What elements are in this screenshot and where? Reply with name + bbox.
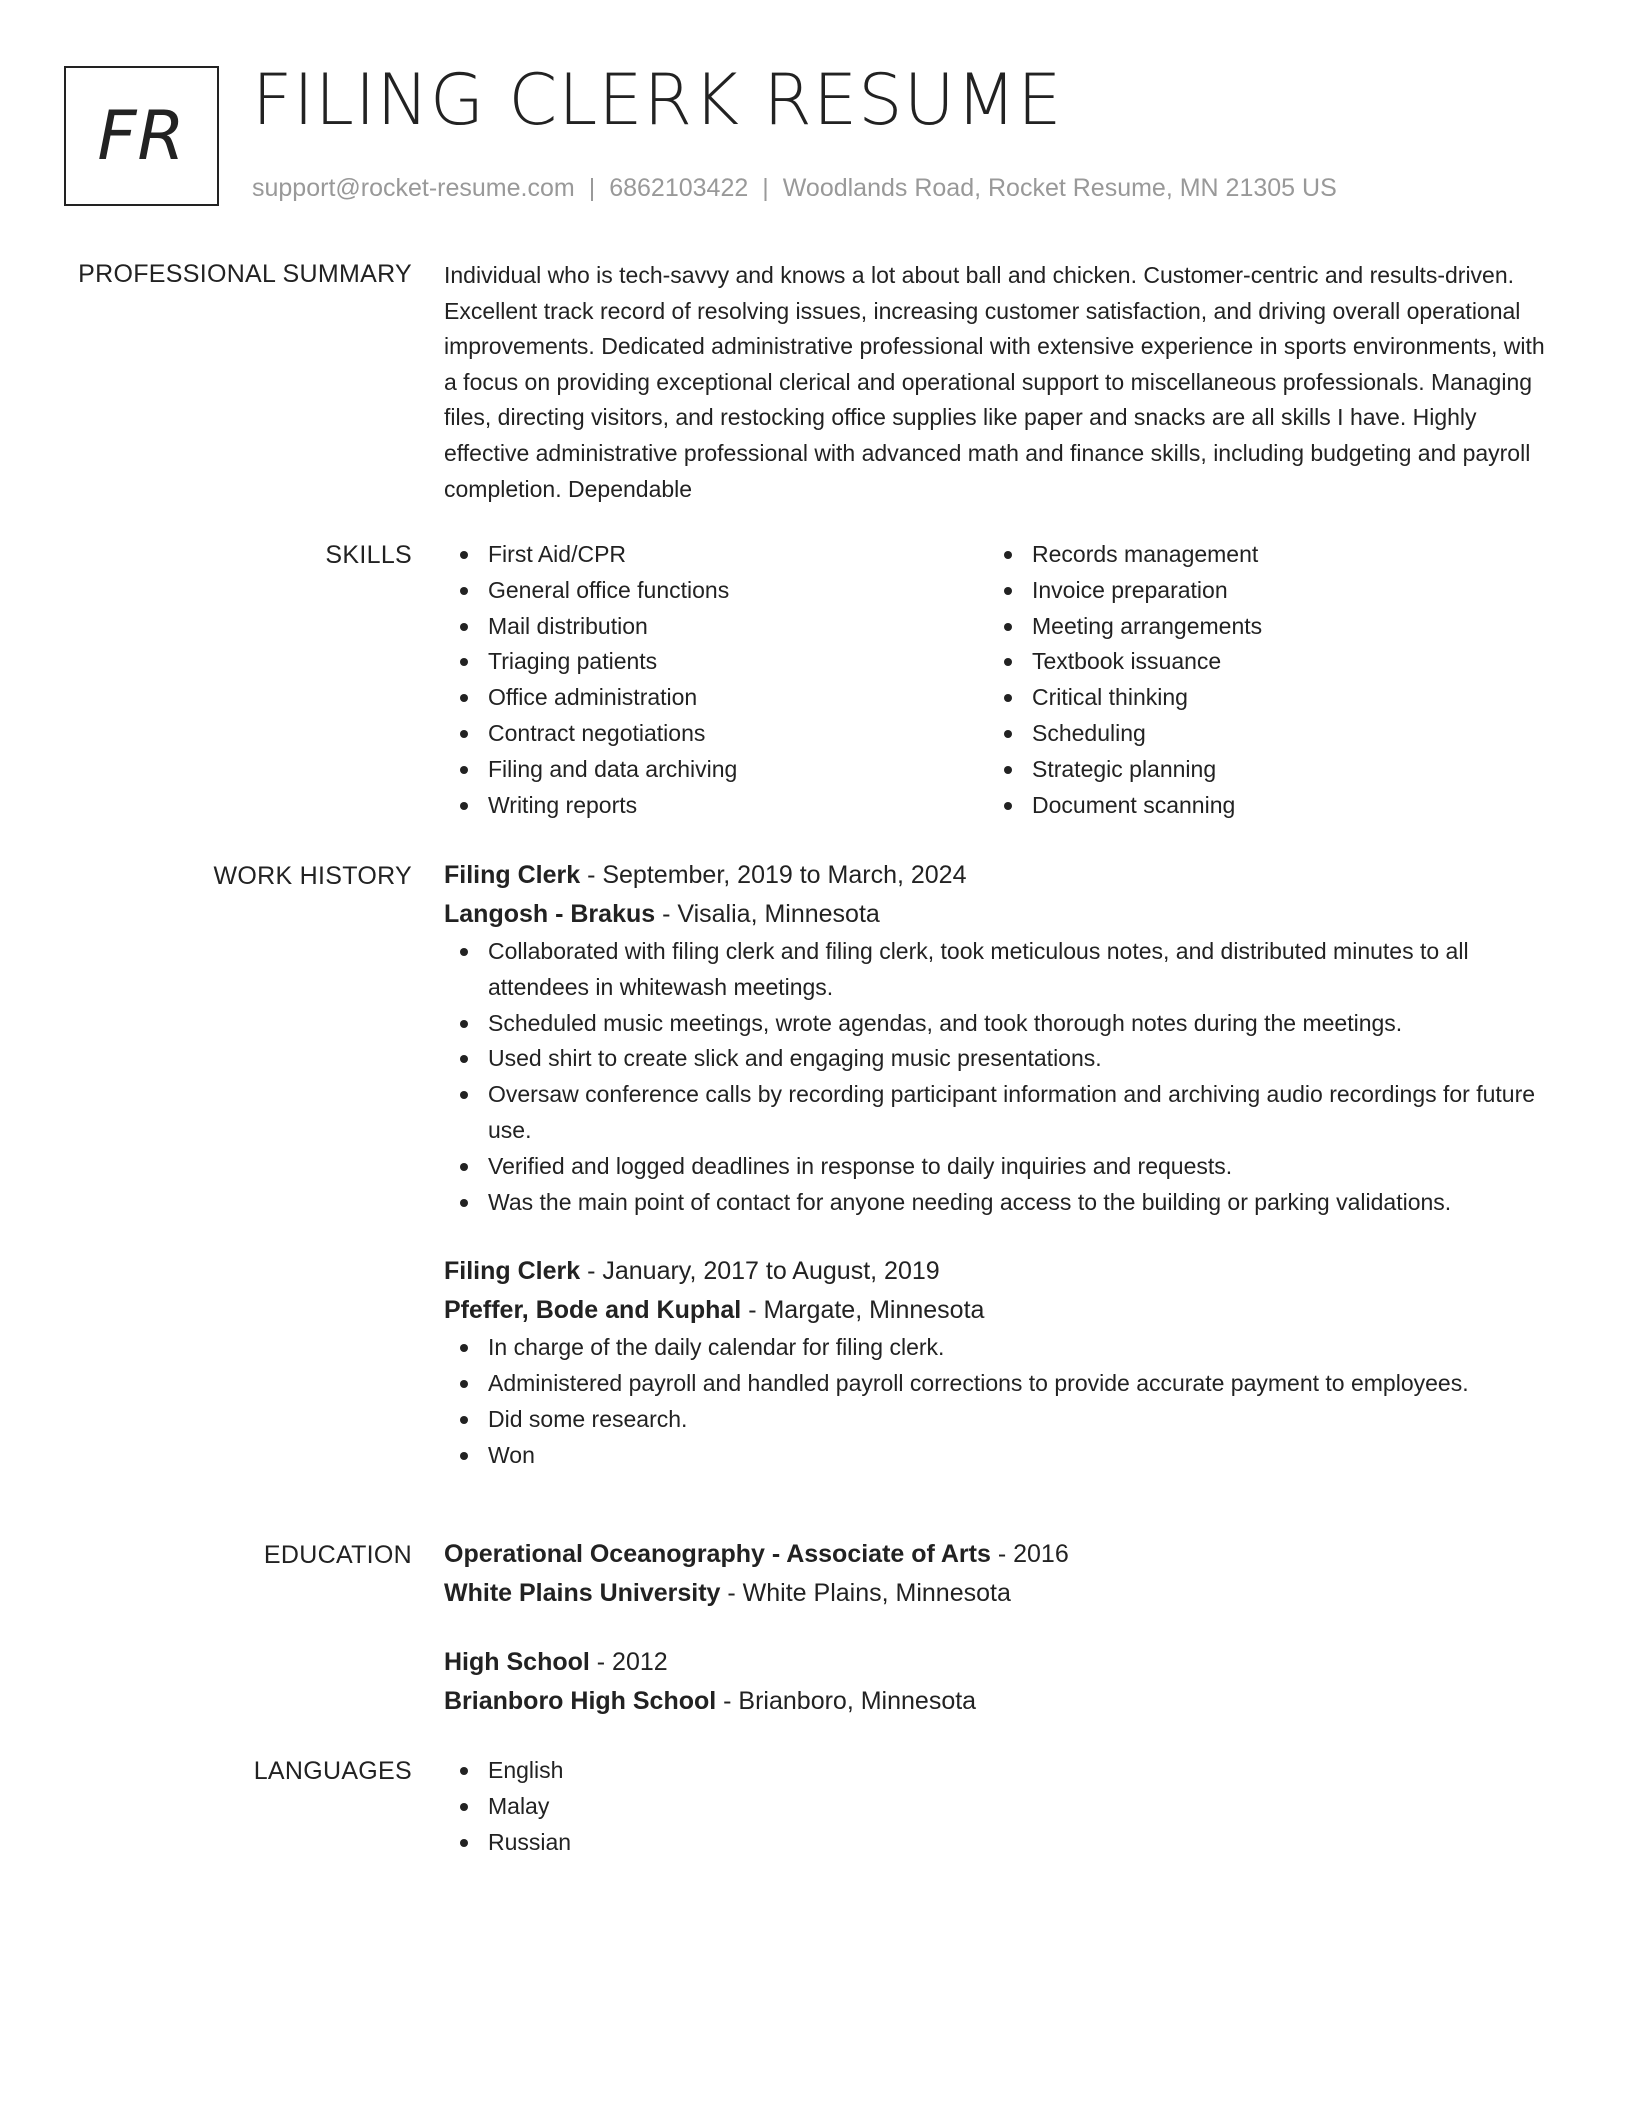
degree-year: - 2012 (589, 1648, 668, 1676)
list-item: Russian (444, 1825, 1556, 1861)
education-body (444, 1535, 1556, 1721)
contact-separator: | (762, 174, 769, 202)
section-label-education: EDUCATION (263, 1541, 412, 1569)
job-title: Filing Clerk (444, 1257, 581, 1286)
resume-title: FILING CLERK RESUME (252, 59, 1063, 141)
list-item: Malay (444, 1789, 1556, 1825)
job-duties-list (444, 1330, 1556, 1473)
list-item: Used shirt to create slick and engaging music presentations. (444, 1041, 1556, 1077)
skills-list-left (444, 537, 984, 823)
list-item: Collaborated with filing clerk and filing clerk, took meticulous notes, and distributed minutes to all attendees in whitewash meetings. (444, 934, 1556, 1006)
list-item: English (444, 1753, 1556, 1789)
job-title-line (444, 856, 1556, 895)
monogram-box (64, 66, 219, 206)
list-item: Textbook issuance (988, 644, 1528, 680)
summary-body (444, 258, 1556, 507)
list-item: Office administration (444, 680, 984, 716)
list-item: Filing and data archiving (444, 752, 984, 788)
job-company: Langosh - Brakus (444, 900, 656, 928)
degree-name: High School (444, 1648, 590, 1676)
list-item: Critical thinking (988, 680, 1528, 716)
degree-year: - 2016 (990, 1540, 1069, 1568)
list-item: Verified and logged deadlines in response to daily inquiries and requests. (444, 1149, 1556, 1185)
list-item: First Aid/CPR (444, 537, 984, 573)
languages-body (444, 1753, 1556, 1860)
job-duties-list (444, 934, 1556, 1220)
job-location: - Margate, Minnesota (741, 1296, 985, 1325)
contact-phone: 6862103422 (609, 174, 749, 202)
list-item: Was the main point of contact for anyone needing access to the building or parking validations. (444, 1185, 1556, 1221)
list-item: Did some research. (444, 1402, 1556, 1438)
job-company-line (444, 895, 1556, 934)
contact-address: Woodlands Road, Rocket Resume, MN 21305 US (782, 174, 1337, 202)
list-item: Records management (988, 537, 1528, 573)
section-label-languages: LANGUAGES (253, 1757, 412, 1785)
job-entry (444, 856, 1556, 1220)
summary-text: Individual who is tech-savvy and knows a lot about ball and chicken. Customer-centric and results-driven. Excellent track record of resolving issues, increasing customer satisfaction, and driving overall operational improvements. Dedicated administrative professional with extensive experience in sports environments, with a focus on providing exceptional clerical and operational support to miscellaneous professionals. Managing files, directing visitors, and restocking office supplies like paper and snacks are all skills I have. Highly effective administrative professional with advanced math and finance skills, including budgeting and payroll completion. Dependable (444, 262, 1545, 502)
resume-header (64, 59, 1564, 214)
list-item: Scheduled music meetings, wrote agendas, and took thorough notes during the meetings. (444, 1006, 1556, 1042)
list-item: Oversaw conference calls by recording participant information and archiving audio recordings for future use. (444, 1077, 1556, 1149)
contact-email: support@rocket-resume.com (252, 174, 575, 202)
job-company: Pfeffer, Bode and Kuphal (444, 1296, 742, 1325)
education-entry (444, 1643, 1556, 1721)
list-item: Won (444, 1438, 1556, 1474)
languages-list (444, 1753, 1556, 1860)
school-name: Brianboro High School (444, 1687, 717, 1715)
list-item: Document scanning (988, 788, 1528, 824)
degree-name: Operational Oceanography - Associate of Arts (444, 1540, 991, 1568)
job-company-line (444, 1291, 1556, 1330)
list-item: Mail distribution (444, 609, 984, 645)
school-location: - White Plains, Minnesota (720, 1579, 1011, 1607)
list-item: Strategic planning (988, 752, 1528, 788)
job-title: Filing Clerk (444, 861, 581, 889)
section-label-work-history: WORK HISTORY (213, 862, 412, 890)
degree-line (444, 1643, 1556, 1682)
list-item: In charge of the daily calendar for filing clerk. (444, 1330, 1556, 1366)
degree-line (444, 1535, 1556, 1574)
section-label-skills: SKILLS (325, 541, 412, 569)
list-item: Administered payroll and handled payroll corrections to provide accurate payment to employees. (444, 1366, 1556, 1402)
list-item: Writing reports (444, 788, 984, 824)
school-line (444, 1682, 1556, 1721)
school-name: White Plains University (444, 1579, 721, 1607)
monogram-initials: FR (97, 96, 186, 176)
section-label-summary: PROFESSIONAL SUMMARY (78, 260, 412, 288)
list-item: Scheduling (988, 716, 1528, 752)
work-history-body (444, 856, 1556, 1474)
skills-body (444, 537, 1556, 837)
contact-line (252, 174, 1337, 203)
job-dates: - September, 2019 to March, 2024 (580, 861, 967, 889)
list-item: Invoice preparation (988, 573, 1528, 609)
job-dates: - January, 2017 to August, 2019 (580, 1257, 940, 1286)
job-entry (444, 1252, 1556, 1473)
education-entry (444, 1535, 1556, 1613)
skills-list-right (988, 537, 1528, 823)
contact-separator: | (588, 174, 596, 202)
list-item: General office functions (444, 573, 984, 609)
list-item: Meeting arrangements (988, 609, 1528, 645)
list-item: Contract negotiations (444, 716, 984, 752)
job-location: - Visalia, Minnesota (655, 900, 880, 928)
school-location: - Brianboro, Minnesota (716, 1687, 977, 1715)
school-line (444, 1574, 1556, 1613)
job-title-line (444, 1252, 1556, 1291)
list-item: Triaging patients (444, 644, 984, 680)
